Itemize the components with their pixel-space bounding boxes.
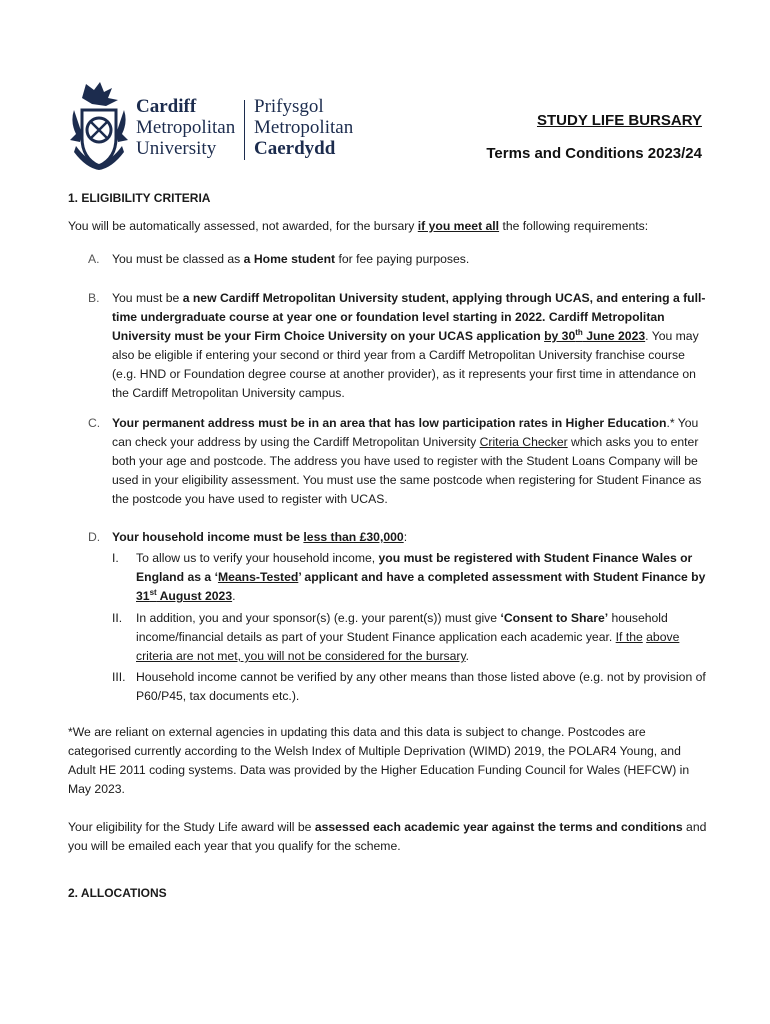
criterion-d xyxy=(88,528,708,547)
intro-post: the following requirements: xyxy=(499,219,649,233)
logo-cy-line3: Caerdydd xyxy=(254,138,336,159)
criterion-d-sub3 xyxy=(112,668,708,706)
criterion-a-bold: a Home student xyxy=(243,252,336,266)
criterion-a xyxy=(88,250,708,269)
sub1-pre: To allow us to verify your household income, xyxy=(136,551,379,565)
intro-emphasis: if you meet all xyxy=(417,219,500,233)
criterion-b-date-post: June 2023 xyxy=(582,329,646,343)
university-logo xyxy=(66,80,376,170)
criterion-c-post: which asks you to enter both your age and postcode. The address you have used to register with the Student Loans Company will be used in your eligibility assessment. You must use the same postcode when registering for Student Finance as the postcode you have used to register with UCAS. xyxy=(112,435,702,506)
intro-pre: You will be automatically assessed, not awarded, for the bursary xyxy=(68,219,418,233)
criterion-b-date-pre: by 30 xyxy=(544,329,576,343)
criterion-b-marker: B. xyxy=(88,291,100,305)
sub2-post: . xyxy=(465,649,470,663)
criterion-b-bold: a new Cardiff Metropolitan University student, applying through UCAS, and entering a full-time undergraduate course at year one or foundation level starting in 2022. Cardiff Metropolitan University must be your Firm Choice University on your UCAS application xyxy=(112,291,706,343)
sub3-text: Household income cannot be verified by any other means than those listed above (e.g. not by provision of P60/P45, tax documents etc.). xyxy=(136,670,706,703)
logo-en-line1: Cardiff xyxy=(136,96,197,117)
sub2-underline1: If the xyxy=(615,630,643,644)
footnote: *We are reliant on external agencies in updating this data and this data is subject to change. Postcodes are categorised currently according to the Welsh Index of Multiple Deprivation (WIMD) 2019, the POLAR4 Young, and Adult HE 2011 coding systems. Data was provided by the Higher Education Funding Council for Wales (HEFCW) in May 2023. xyxy=(68,725,690,796)
criterion-d-marker: D. xyxy=(88,530,101,544)
criterion-a-pre: You must be classed as xyxy=(112,252,244,266)
logo-english-name xyxy=(136,96,235,159)
criterion-d-post: : xyxy=(403,530,408,544)
sub1-date-pre: 31 xyxy=(136,589,150,603)
criterion-d-sub1 xyxy=(112,549,708,606)
criterion-d-sub2 xyxy=(112,609,708,666)
logo-cy-line2: Metropolitan xyxy=(254,117,354,138)
criterion-b-date-sup: th xyxy=(575,327,583,337)
criterion-c-marker: C. xyxy=(88,416,101,430)
eligibility-note xyxy=(68,818,708,856)
sub1-means-tested: Means-Tested xyxy=(217,570,299,584)
document-subtitle: Terms and Conditions 2023/24 xyxy=(486,145,702,162)
criteria-checker-link[interactable]: Criteria Checker xyxy=(479,435,568,449)
criterion-c-mid: .* You can check your address by using the Cardiff Metropolitan University xyxy=(112,416,699,449)
sub1-date-post: August 2023 xyxy=(156,589,233,603)
criterion-d-income-limit: less than £30,000 xyxy=(303,530,404,544)
sub2-consent-to-share: ‘Consent to Share’ xyxy=(500,611,609,625)
logo-divider xyxy=(244,100,245,160)
sub1-bold2: ’ applicant and have a completed assessment with Student Finance by xyxy=(298,570,706,584)
section1-heading: 1. ELIGIBILITY CRITERIA xyxy=(68,191,211,205)
criterion-b-pre: You must be xyxy=(112,291,183,305)
dragon-crest-icon xyxy=(66,80,132,170)
criterion-c-bold: Your permanent address must be in an area that has low participation rates in Higher Education xyxy=(112,416,667,430)
criterion-a-post: for fee paying purposes. xyxy=(335,252,470,266)
sub1-date-sup: st xyxy=(149,587,157,597)
sub3-marker: III. xyxy=(112,670,126,684)
criterion-b-post: . You may also be eligible if entering your second or third year from a Cardiff Metropolitan University franchise course (e.g. HND or Foundation degree course at another provider), as it represents your first time in attendance on the Cardiff Metropolitan University campus. xyxy=(112,329,699,400)
eligibility-bold: assessed each academic year against the terms and conditions xyxy=(314,820,683,834)
logo-cy-line1: Prifysgol xyxy=(254,96,324,117)
criterion-b xyxy=(88,289,708,403)
sub2-mid: household income/financial details as part of your Student Finance application each academic year. xyxy=(136,611,668,644)
document-title: STUDY LIFE BURSARY xyxy=(536,112,702,129)
logo-welsh-name xyxy=(254,96,353,159)
sub2-marker: II. xyxy=(112,611,123,625)
criterion-c xyxy=(88,414,708,509)
section1-intro xyxy=(68,217,708,236)
logo-en-line2: Metropolitan xyxy=(136,117,236,138)
sub1-bold1: you must be registered with Student Finance Wales or England as a ‘ xyxy=(136,551,693,584)
sub2-underline2: above criteria are not met, you will not be considered for the bursary xyxy=(136,630,680,663)
sub2-pre: In addition, you and your sponsor(s) (e.g. your parent(s)) must give xyxy=(136,611,501,625)
logo-en-line3: University xyxy=(136,138,217,159)
criterion-a-marker: A. xyxy=(88,252,100,266)
sub1-post: . xyxy=(232,589,236,603)
eligibility-pre: Your eligibility for the Study Life award will be xyxy=(68,820,315,834)
eligibility-post: and you will be emailed each year that you qualify for the scheme. xyxy=(68,820,707,853)
section2-heading: 2. ALLOCATIONS xyxy=(68,886,167,900)
criterion-d-bold: Your household income must be xyxy=(112,530,304,544)
sub1-marker: I. xyxy=(112,551,119,565)
